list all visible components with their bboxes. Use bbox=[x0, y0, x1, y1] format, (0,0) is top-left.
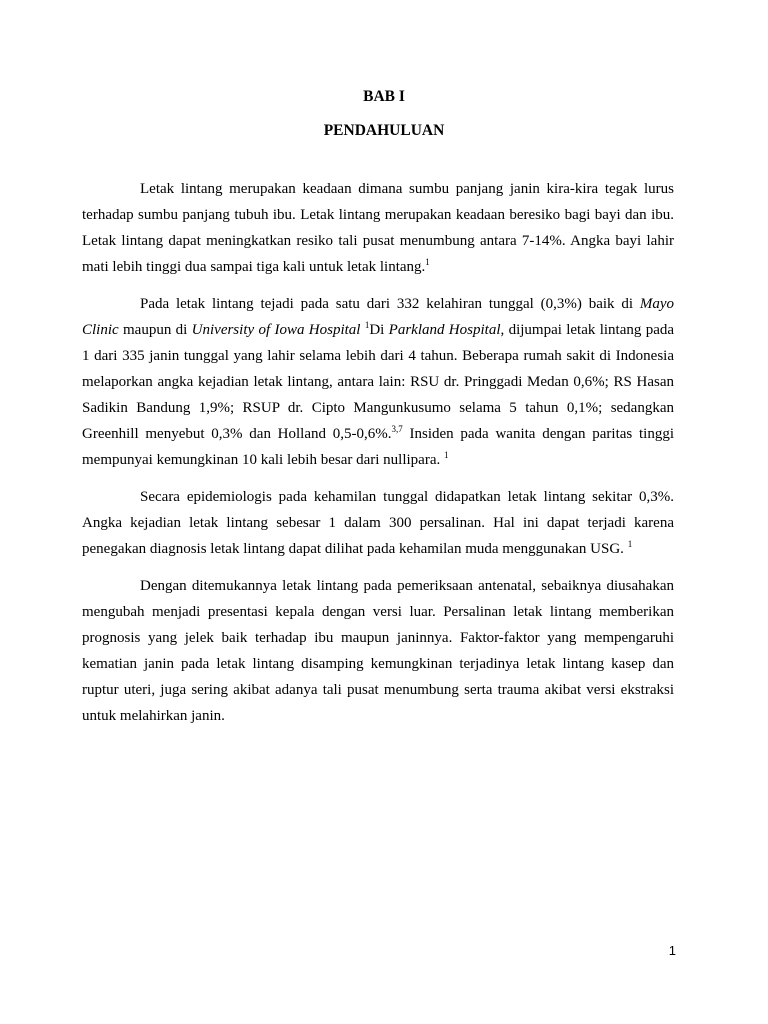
body-text bbox=[82, 176, 674, 740]
paragraph-text: , dijumpai letak lintang pada 1 dari 335 janin tunggal yang lahir selama lebih dari 4 tahun. Beberapa rumah sakit di Indonesia melaporkan angka kejadian letak lintang, antara lain: RSU dr. Pringgadi Medan 0,6%; RS Hasan Sadikin Bandung 1,9%; RSUP dr. Cipto Mangunkusumo selama 5 tahun 0,1%; sedangkan Greenhill menyebut 0,3% dan Holland 0,5-0,6%. bbox=[82, 322, 675, 442]
footnote-reference: 1 bbox=[444, 450, 449, 460]
footnote-reference: 1 bbox=[425, 257, 430, 267]
paragraph-text: Insiden pada wanita dengan paritas tinggi mempunyai kemungkinan 10 kali lebih besar dari nullipara. bbox=[82, 426, 674, 468]
chapter-number: BAB I bbox=[363, 88, 405, 105]
paragraph-3 bbox=[82, 484, 674, 562]
footnote-reference: 3,7 bbox=[391, 424, 403, 434]
italic-term: Parkland Hospital bbox=[388, 322, 501, 338]
page-number: 1 bbox=[668, 943, 676, 958]
footnote-reference: 1 bbox=[627, 539, 633, 549]
paragraph-1 bbox=[82, 176, 674, 280]
italic-term: Mayo Clinic bbox=[82, 296, 674, 338]
chapter-title: PENDAHULUAN bbox=[323, 122, 445, 139]
footnote-reference: 1 bbox=[364, 320, 370, 330]
paragraph-4 bbox=[82, 573, 674, 729]
paragraph-text: Di bbox=[369, 322, 389, 338]
paragraph-text: maupun di bbox=[118, 322, 192, 338]
paragraph-2 bbox=[82, 291, 674, 473]
paragraph-text: Letak lintang merupakan keadaan dimana sumbu panjang janin kira-kira tegak lurus terhadap sumbu panjang tubuh ibu. Letak lintang merupakan keadaan beresiko bagi bayi dan ibu. Letak lintang dapat meningkatkan resiko tali pusat menumbung antara 7-14%. Angka bayi lahir mati lebih tinggi dua sampai tiga kali untuk letak lintang. bbox=[82, 181, 674, 275]
paragraph-text: Secara epidemiologis pada kehamilan tunggal didapatkan letak lintang sekitar 0,3%. Angka kejadian letak lintang sebesar 1 dalam 300 persalinan. Hal ini dapat terjadi karena penegakan diagnosis letak lintang dapat dilihat pada kehamilan muda menggunakan USG. bbox=[82, 489, 674, 557]
italic-term: University of Iowa Hospital bbox=[191, 322, 361, 338]
paragraph-text: Dengan ditemukannya letak lintang pada pemeriksaan antenatal, sebaiknya diusahakan mengubah menjadi presentasi kepala dengan versi luar. Persalinan letak lintang memberikan prognosis yang jelek baik terhadap ibu maupun janinnya. Faktor-faktor yang mempengaruhi kematian janin pada letak lintang disamping kemungkinan terjadinya letak lintang kasep dan ruptur uteri, juga sering akibat adanya tali pusat menumbung serta trauma akibat versi ekstraksi untuk melahirkan janin. bbox=[82, 578, 674, 724]
paragraph-text: Pada letak lintang tejadi pada satu dari 332 kelahiran tunggal (0,3%) baik di bbox=[140, 296, 640, 312]
